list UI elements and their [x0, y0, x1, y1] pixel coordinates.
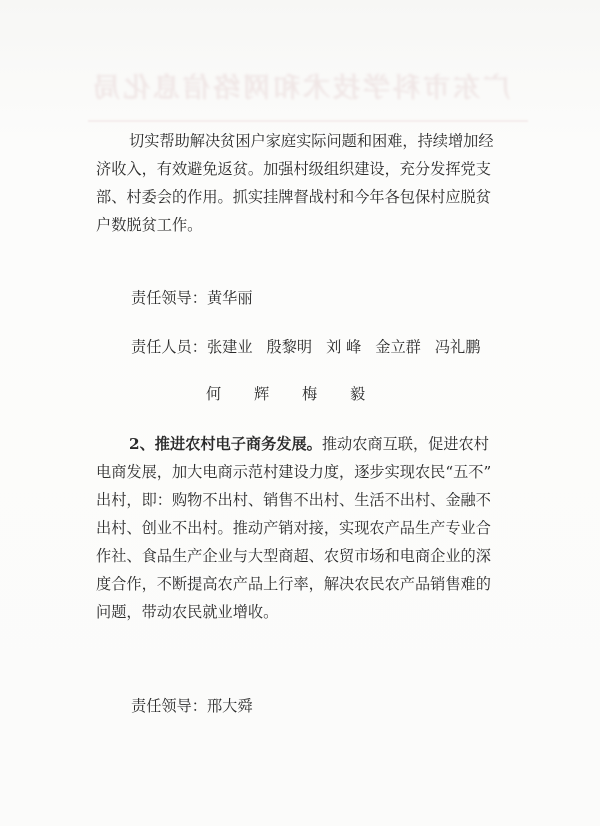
paragraph-2-first-line [96, 430, 516, 458]
paragraph-2 [96, 430, 516, 626]
responsible-leader-1 [131, 284, 253, 312]
staff-name: 金立群 [375, 338, 421, 356]
bleed-through-header: 广东市科学技术和网络信息化局 [90, 73, 510, 104]
bleed-through-rule [88, 120, 528, 122]
paragraph-2-line: 出村，即：购物不出村、销售不出村、生活不出村、金融不 [96, 491, 491, 509]
staff-label: 责任人员： [131, 338, 207, 356]
staff-name: 张建业 [206, 338, 253, 356]
paragraph-2-line: 作社、食品生产企业与大型商超、农贸市场和电商企业的深 [96, 547, 491, 565]
staff-name: 刘 峰 [326, 338, 362, 356]
paragraph-2-line: 度合作，不断提高农产品上行率，解决农民农产品销售难的 [96, 575, 491, 593]
paragraph-1-line: 部、村委会的作用。抓实挂牌督战村和今年各包保村应脱贫 [96, 188, 491, 206]
leader-label: 责任领导： [131, 289, 207, 307]
responsible-staff-1-continued [206, 380, 379, 408]
paragraph-2-line: 问题，带动农民就业增收。 [96, 603, 279, 621]
item-2-heading: 2、推进农村电子商务发展。 [129, 435, 322, 453]
staff-name: 殷黎明 [266, 338, 313, 356]
staff-name: 冯礼鹏 [434, 338, 481, 356]
paragraph-1-line: 切实帮助解决贫困户家庭实际问题和困难，持续增加经 [129, 132, 494, 150]
responsible-staff-1 [131, 333, 480, 361]
paragraph-1 [96, 127, 516, 239]
paragraph-2-line: 出村、创业不出村。推动产销对接，实现农产品生产专业合 [96, 519, 491, 537]
staff-names-line2: 何 辉 梅 毅 [206, 385, 380, 403]
paragraph-1-line: 户数脱贫工作。 [96, 216, 203, 234]
paragraph-2-line: 电商发展，加大电商示范村建设力度，逐步实现农民“五不” [96, 463, 492, 481]
paragraph-1-line: 济收入，有效避免返贫。加强村级组织建设，充分发挥党支 [96, 160, 491, 178]
leader-name: 邢大舜 [206, 697, 253, 715]
responsible-leader-2 [131, 692, 253, 720]
item-2-first-rest: 推动农商互联，促进农村 [321, 435, 489, 453]
leader-name: 黄华丽 [206, 289, 253, 307]
leader-label: 责任领导： [131, 697, 207, 715]
